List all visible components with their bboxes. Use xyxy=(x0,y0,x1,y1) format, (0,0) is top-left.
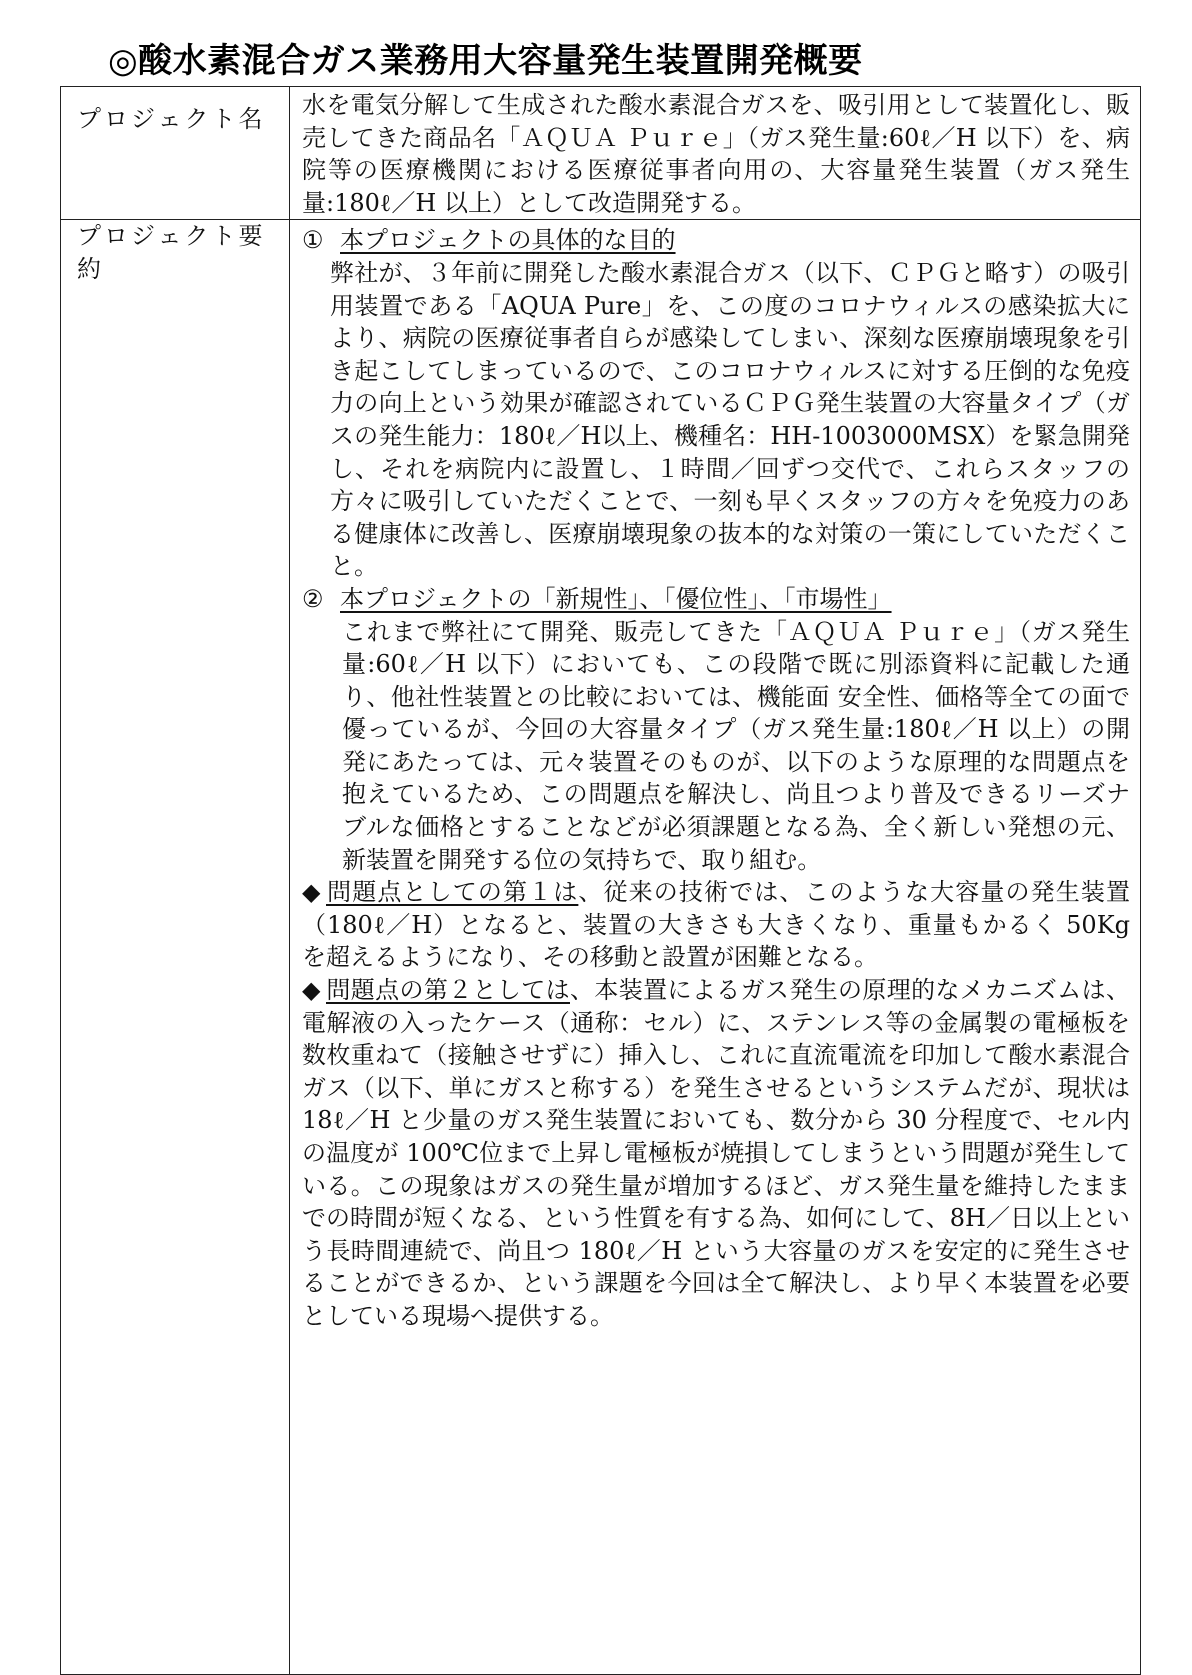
problem-1-text xyxy=(302,876,1130,974)
project-summary-row xyxy=(61,220,1141,1675)
section-purpose-title: 本プロジェクトの具体的な目的 xyxy=(340,226,676,255)
section-purpose xyxy=(302,224,1130,583)
section-novelty-text: これまで弊社にて開発、販売してきた「ＡＱＵＡ Ｐｕｒｅ」（ガス発生量:60ℓ／H 以下）においても、この段階で既に別添資料に記載した通り、他社性装置との比較においては、機能面 安全性、価格等全ての面で優っているが、今回の大容量タイプ（ガス発生量:180ℓ／H 以上）の開発にあたっては、元々装置そのものが、以下のような原理的な問題点を抱えているため、この問題点を解決し、尚且つより普及できるリーズナブルな価格とすることなどが必須課題となる為、全く新しい発想の元、新装置を開発する位の気持ちで、取り組む。 xyxy=(342,617,1130,874)
problem-2-heading: 問題点の第２としては xyxy=(326,976,570,1005)
project-name-label-cell xyxy=(61,87,290,220)
section-novelty xyxy=(302,583,1130,876)
section-novelty-number: ② xyxy=(302,584,324,613)
section-novelty-title: 本プロジェクトの「新規性」、「優位性」、「市場性」 xyxy=(340,584,892,613)
section-novelty-heading xyxy=(302,583,1130,616)
project-summary-label-cell xyxy=(61,220,290,1675)
overview-table xyxy=(60,86,1141,1675)
diamond-bullet-icon: ◆ xyxy=(302,878,321,907)
project-name-label: プロジェクト名 xyxy=(77,105,266,133)
section-purpose-heading xyxy=(302,224,1130,257)
section-purpose-text: 弊社が、３年前に開発した酸水素混合ガス（以下、ＣＰＧと略す）の吸引用装置である「AQUA Pure」を、この度のコロナウィルスの感染拡大により、病院の医療従事者自らが感染してしまい、深刻な医療崩壊現象を引き起こしてしまっているので、このコロナウィルスに対する圧倒的な免疫力の向上という効果が確認されているＣＰＧ発生装置の大容量タイプ（ガスの発生能力：180ℓ／H以上、機種名：HH-1003000MSX）を緊急開発し、それを病院内に設置し、１時間／回ずつ交代で、これらスタッフの方々に吸引していただくことで、一刻も早くスタッフの方々を免疫力のある健康体に改善し、医療崩壊現象の抜本的な対策の一策にしていただくこと。 xyxy=(330,258,1130,581)
problem-2-body: 、本装置によるガス発生の原理的なメカニズムは、電解液の入ったケース（通称：セル）に、ステンレス等の金属製の電極板を数枚重ねて（接触させずに）挿入し、これに直流電流を印加して酸水素混合ガス（以下、単にガスと称する）を発生させるというシステムだが、現状は 18ℓ／H と少量のガス発生装置においても、数分から 30 分程度で、セル内の温度が 100℃位まで上昇し電極板が焼損してしまうという問題が発生している。この現象はガスの発生量が増加するほど、ガス発生量を維持したままでの時間が短くなる、という性質を有する為、如何にして、8H／日以上という長時間連続で、尚且つ 180ℓ／H という大容量のガスを安定的に発生させることができるか、という課題を今回は全て解決し、より早く本装置を必要としている現場へ提供する。 xyxy=(302,976,1130,1330)
project-summary-label: プロジェクト要約 xyxy=(77,222,266,283)
problem-2-text xyxy=(302,974,1130,1333)
problem-1-body: 、従来の技術では、このような大容量の発生装置（180ℓ／H）となると、装置の大きさも大きくなり、重量もかるく 50Kg を超えるようになり、その移動と設置が困難となる。 xyxy=(302,878,1130,972)
project-name-body-cell xyxy=(290,87,1141,220)
problem-2 xyxy=(302,974,1130,1333)
project-name-text: 水を電気分解して生成された酸水素混合ガスを、吸引用として装置化し、販売してきた商品名「ＡＱＵＡ Ｐｕｒｅ」（ガス発生量:60ℓ／H 以下）を、病院等の医療機関における医療従事者向用の、大容量発生装置（ガス発生量:180ℓ／H 以上）として改造開発する。 xyxy=(302,91,1130,217)
problem-1 xyxy=(302,876,1130,974)
section-purpose-number: ① xyxy=(302,226,324,255)
project-summary-body-cell xyxy=(290,220,1141,1675)
diamond-bullet-icon: ◆ xyxy=(302,976,321,1005)
problem-1-heading: 問題点としての第１は xyxy=(326,878,579,907)
document-title: ◎酸水素混合ガス業務用大容量発生装置開発概要 xyxy=(108,41,863,81)
project-name-row xyxy=(61,87,1141,220)
